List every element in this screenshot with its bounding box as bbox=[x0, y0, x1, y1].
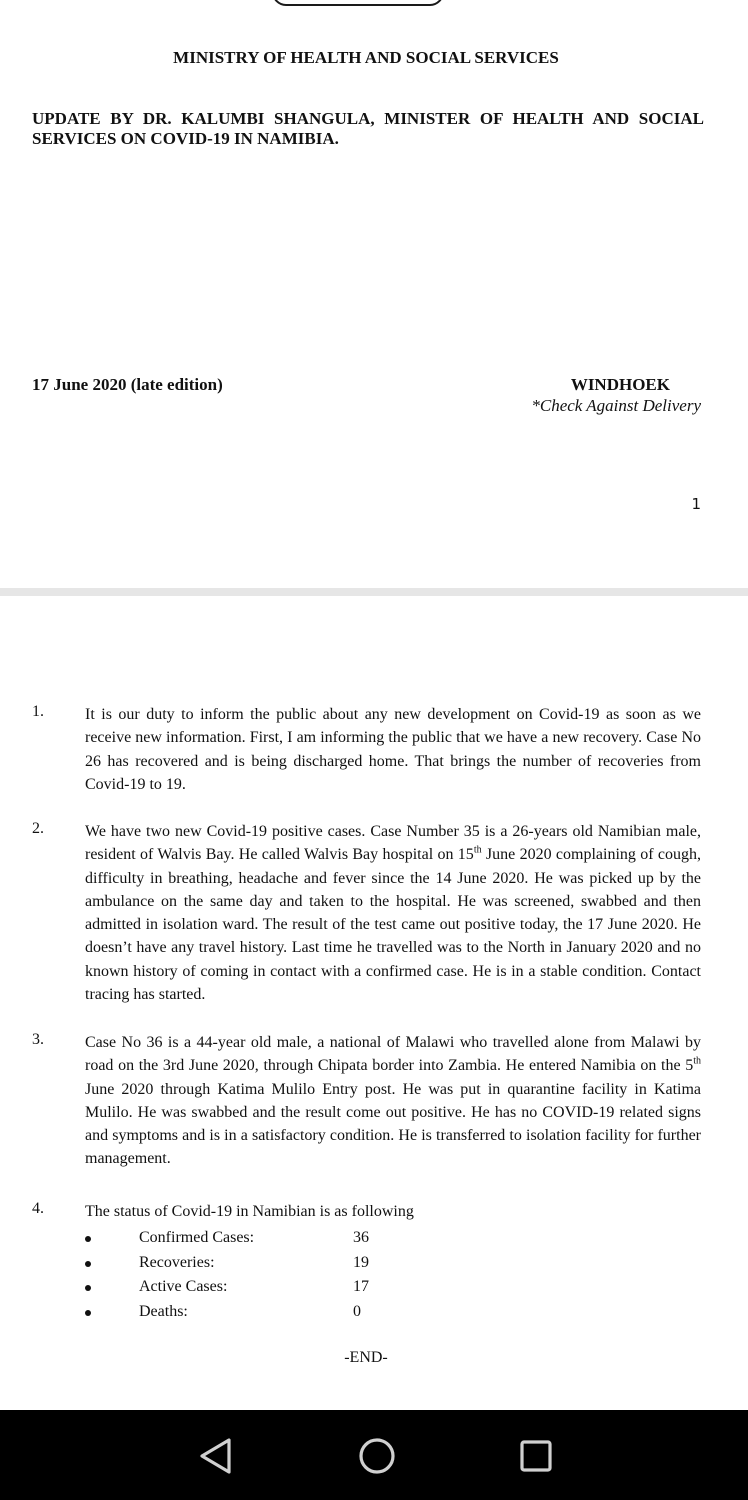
paragraph-number: 4. bbox=[32, 1200, 44, 1217]
end-mark: -END- bbox=[344, 1349, 388, 1366]
status-label: Deaths: bbox=[139, 1303, 188, 1321]
paragraph-2 bbox=[85, 820, 701, 1006]
paragraph-3 bbox=[85, 1031, 701, 1171]
release-date: 17 June 2020 (late edition) bbox=[32, 375, 223, 394]
paragraph-text: It is our duty to inform the public about any new development on Covid-19 as soon as we receive new information. First, I am informing the public that we have a new recovery. Case No 26 has recovered and is being discharged home. That brings the number of recoveries from Covid-19 to 19. bbox=[85, 706, 701, 793]
paragraph-text: The status of Covid-19 in Namibian is as following bbox=[85, 1203, 414, 1220]
paragraph-text: Case No 36 is a 44-year old male, a national of Malawi who travelled alone from Malawi by road on the 3rd June 2020, through Chipata border into Zambia. He entered Namibia on the 5 bbox=[85, 1034, 701, 1075]
bullet-icon bbox=[85, 1236, 91, 1242]
paragraph-text: June 2020 through Katima Mulilo Entry post. He was put in quarantine facility in Katima Mulilo. He was swabbed and the result come out positive. He has no COVID-19 related signs and symptoms and is in a satisfactory condition. He is transferred to isolation facility for further management. bbox=[85, 1080, 701, 1168]
android-navigation-bar bbox=[0, 1410, 748, 1500]
paragraph-number: 3. bbox=[32, 1031, 44, 1048]
superscript: th bbox=[473, 844, 482, 856]
status-label: Active Cases: bbox=[139, 1278, 228, 1296]
paragraph-number: 1. bbox=[32, 703, 44, 720]
paragraph-1 bbox=[85, 703, 701, 796]
home-circle-icon bbox=[353, 1432, 401, 1480]
logo-seal-bottom bbox=[272, 0, 444, 6]
ministry-heading: MINISTRY OF HEALTH AND SOCIAL SERVICES bbox=[173, 48, 559, 67]
status-value: 0 bbox=[353, 1303, 361, 1321]
back-triangle-icon bbox=[193, 1432, 241, 1480]
status-value: 19 bbox=[353, 1253, 369, 1271]
update-title: UPDATE BY DR. KALUMBI SHANGULA, MINISTER OF HEALTH AND SOCIAL SERVICES ON COVID-19 IN NAMIBIA. bbox=[32, 109, 704, 148]
bullet-icon bbox=[85, 1285, 91, 1291]
back-button[interactable] bbox=[193, 1432, 241, 1480]
recent-apps-button[interactable] bbox=[512, 1432, 560, 1480]
status-value: 36 bbox=[353, 1229, 369, 1246]
paragraph-text: June 2020 complaining of cough, difficulty in breathing, headache and fever since the 14 June 2020. He was picked up by the ambulance on the same day and taken to the hospital. He was screened, swabbed and then admitted in isolation ward. The result of the test came out positive today, the 17 June 2020. He doesn’t have any travel history. Last time he travelled was to the North in January 2020 and no known history of coming in contact with a confirmed case. He is in a stable condition. Contact tracing has started. bbox=[85, 846, 701, 1004]
page-number: 1 bbox=[691, 495, 701, 513]
status-value: 17 bbox=[353, 1278, 369, 1296]
recent-apps-square-icon bbox=[512, 1432, 560, 1480]
check-against-delivery: *Check Against Delivery bbox=[531, 396, 701, 415]
paragraph-4 bbox=[85, 1200, 701, 1223]
status-label: Recoveries: bbox=[139, 1253, 215, 1271]
paragraph-number: 2. bbox=[32, 820, 44, 837]
status-label: Confirmed Cases: bbox=[139, 1229, 255, 1246]
home-button[interactable] bbox=[353, 1432, 401, 1480]
release-place: WINDHOEK bbox=[570, 375, 670, 394]
paragraph-text: We have two new Covid-19 positive cases. Case Number 35 is a 26-years old Namibian male, resident of Walvis Bay. He called Walvis Bay hospital on 15 bbox=[85, 823, 701, 864]
bullet-icon bbox=[85, 1310, 91, 1316]
superscript: th bbox=[693, 1055, 701, 1067]
bullet-icon bbox=[85, 1261, 91, 1267]
page-separator bbox=[0, 588, 748, 596]
